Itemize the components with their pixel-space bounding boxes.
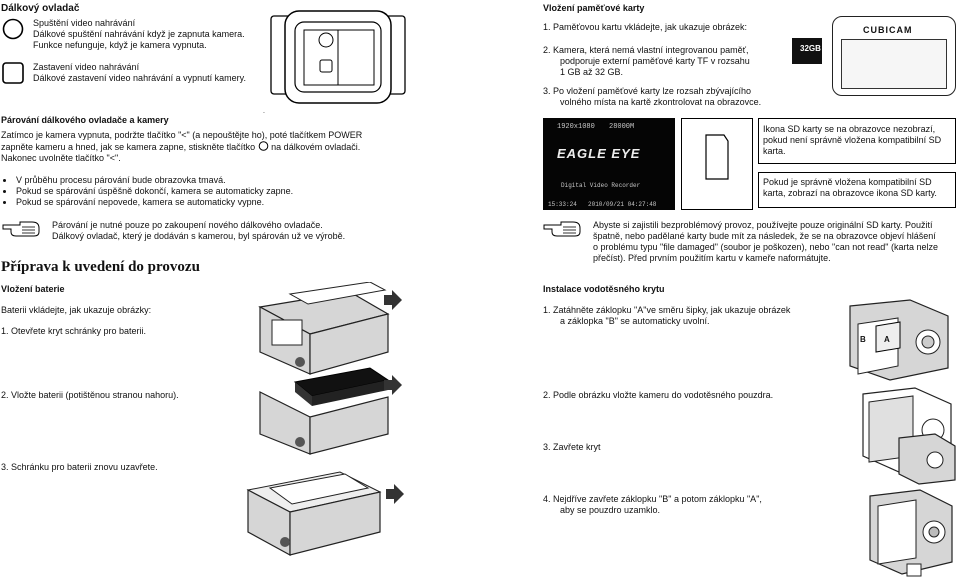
waterproof-step-2: 2. Podle obrázku vložte kameru do vodotěsného pouzdra. — [543, 390, 774, 400]
battery-close-illustration — [240, 460, 410, 563]
camera-brand: CUBICAM — [863, 25, 913, 35]
housing-latch-illustration — [840, 296, 958, 387]
battery-step-3: 3. Schránku pro baterii znovu uzavřete. — [1, 462, 158, 472]
memory-card-title: Vložení paměťové karty — [543, 3, 645, 13]
housing-locked-illustration — [862, 488, 958, 581]
waterproof-title: Instalace vodotěsného krytu — [543, 284, 665, 294]
waterproof-step-4: 4. Nejdříve zavřete záklopku "B" a potom záklopku "A", aby se pouzdro uzamklo. — [543, 494, 762, 515]
sd-icon-hidden-note: Ikona SD karty se na obrazovce nezobrazí, pokud není správně vložena kompatibilní SD karta. — [758, 118, 956, 164]
battery-title: Vložení baterie — [1, 284, 65, 294]
battery-intro: Baterii vkládejte, jak ukazuje obrázky: — [1, 305, 152, 315]
list-item: Pokud se spárování nepovede, kamera se automaticky vypne. — [1, 197, 401, 208]
battery-step-1: 1. Otevřete kryt schránky pro baterii. — [1, 326, 147, 336]
arrow-right-icon-2 — [384, 375, 402, 398]
waterproof-step-3: 3. Zavřete kryt — [543, 442, 601, 452]
list-item: Pokud se spárování úspěšně dokončí, kamera se automaticky zapne. — [1, 186, 401, 197]
pointing-hand-icon — [2, 220, 42, 241]
memory-step-1: 1. Paměťovou kartu vkládejte, jak ukazuje obrázek: — [543, 22, 747, 32]
latch-a-label: A — [884, 335, 890, 344]
sd-card-advice: Abyste si zajistili bezproblémový provoz, používejte pouze originální SD karty. Použití špatně, nebo padělané karty bude mít za následek, že se na obrazovce objeví hlášení o problému typu "file damaged" (soubor je poškozen), nebo "can not read" (karta nelze přečíst). Před prvním použitím kartu v kameře naformátujte. — [593, 220, 938, 263]
latch-b-label: B — [860, 335, 866, 344]
pairing-note: Párování je nutné pouze po zakoupení nového dálkového ovladače. Dálkový ovladač, který je dodáván s kamerou, byl spárován už ve výrobě. — [52, 220, 346, 241]
housing-close-illustration — [895, 432, 959, 489]
preparation-heading: Příprava k uvedení do provozu — [1, 259, 200, 275]
card-capacity-label: 32GB — [800, 44, 821, 53]
memory-step-3: 3. Po vložení paměťové karty lze rozsah zbývajícího volného místa na kartě zkontrolovat na obrazovce. — [543, 86, 762, 107]
screen-count: 28000M — [609, 123, 635, 131]
list-item: V průběhu procesu párování bude obrazovka tmavá. — [1, 175, 401, 186]
screen-resolution: 1920x1080 — [557, 123, 595, 131]
pairing-paragraph: Zatímco je kamera vypnuta, podržte tlačítko "<" (a nepouštějte ho), poté tlačítkem POWER zapněte kameru a hned, jak se kamera zapne, stiskněte tlačítko na dálkovém ovladači. Nakonec uvolněte tlačítko "<". — [1, 130, 363, 163]
arrow-right-icon — [384, 290, 402, 313]
pairing-bullet-list — [1, 175, 401, 208]
circle-button-icon — [258, 141, 269, 151]
camera-screen-illustration — [543, 118, 675, 210]
camera-illustration — [832, 16, 956, 96]
record-stop-button-icon — [2, 62, 24, 87]
stray-dot: . — [263, 108, 265, 115]
remote-control-illustration — [268, 10, 408, 113]
record-start-button-icon — [2, 18, 24, 43]
pairing-title: Párování dálkového ovladače a kamery — [1, 115, 169, 125]
screen-subtitle: Digital Video Recorder — [561, 182, 641, 189]
remote-title: Dálkový ovladač — [1, 3, 80, 14]
start-recording-text: Spuštění video nahrávání Dálkové spuštění nahrávání když je zapnuta kamera. Funkce nefunguje, když je kamera vypnuta. — [33, 18, 245, 50]
battery-step-2: 2. Vložte baterii (potištěnou stranou nahoru). — [1, 390, 179, 400]
sd-icon-shown-note: Pokud je správně vložena kompatibilní SD karta, zobrazí na obrazovce ikona SD karty. — [758, 172, 956, 208]
microsd-card-illustration — [792, 38, 822, 64]
screen-time: 15:33:24 — [548, 201, 577, 208]
memory-step-2: 2. Kamera, která nemá vlastní integrovanou paměť, podporuje externí paměťové karty TF v rozsahu 1 GB až 32 GB. — [543, 45, 750, 77]
screen-logo: EAGLE EYE — [557, 146, 641, 161]
arrow-right-icon-3 — [386, 484, 404, 507]
pointing-hand-icon-2 — [543, 220, 583, 241]
waterproof-step-1: 1. Zatáhněte záklopku "A"ve směru šipky, jak ukazuje obrázek a záklopka "B" se automaticky uvolní. — [543, 305, 791, 326]
sd-card-screen — [681, 118, 753, 210]
screen-date: 2010/09/21 04:27:48 — [588, 201, 657, 208]
stop-recording-text: Zastavení video nahrávání Dálkové zastavení video nahrávání a vypnutí kamery. — [33, 62, 246, 83]
